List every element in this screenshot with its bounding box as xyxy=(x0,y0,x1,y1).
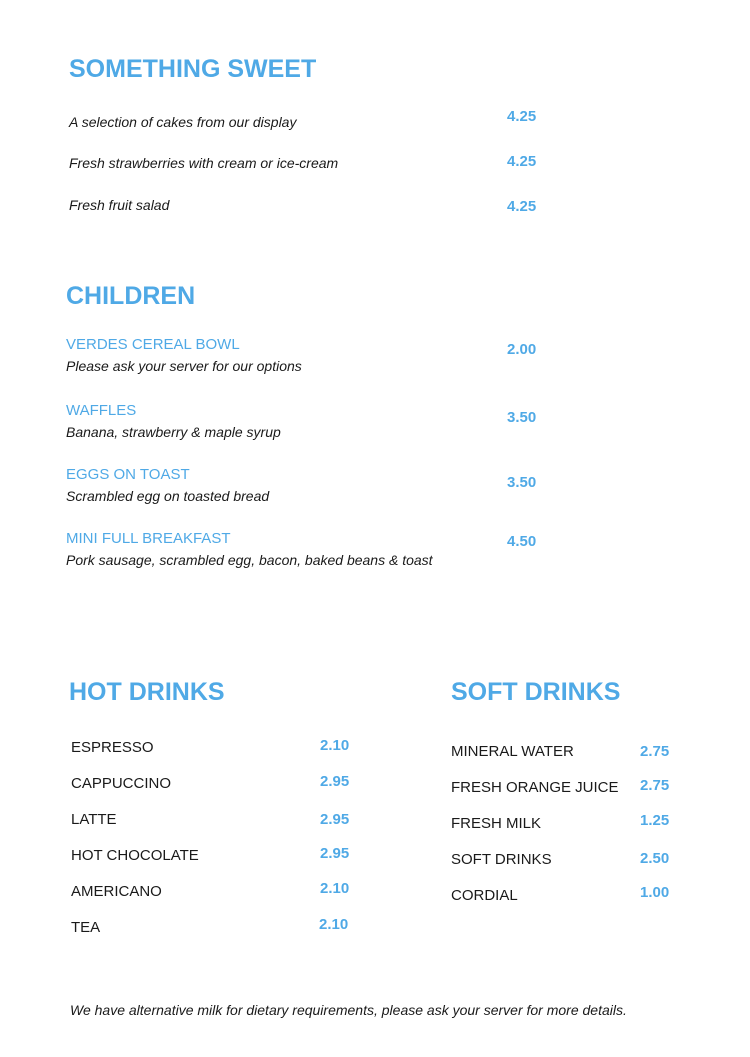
soft-drink-price: 2.50 xyxy=(640,850,670,867)
hot-drink-name: ESPRESSO xyxy=(71,739,154,756)
children-item-name: MINI FULL BREAKFAST xyxy=(66,530,231,547)
soft-drink-price: 1.25 xyxy=(640,812,670,829)
sweet-item-description: Fresh fruit salad xyxy=(69,197,170,213)
soft-drink-name: FRESH MILK xyxy=(451,815,542,832)
hot-drink-price: 2.10 xyxy=(320,737,350,754)
hot-drink-name: TEA xyxy=(71,919,101,936)
soft-drink-name: CORDIAL xyxy=(451,887,518,904)
something-sweet-heading: SOMETHING SWEET xyxy=(69,55,317,83)
children-item-price: 3.50 xyxy=(507,474,537,491)
children-item-description: Please ask your server for our options xyxy=(66,358,302,374)
children-item-name: VERDES CEREAL BOWL xyxy=(66,336,240,353)
soft-drink-price: 2.75 xyxy=(640,777,670,794)
hot-drink-price: 2.10 xyxy=(319,916,349,933)
sweet-item-description: Fresh strawberries with cream or ice-cream xyxy=(69,155,339,171)
dietary-note: We have alternative milk for dietary requirements, please ask your server for more details. xyxy=(70,1002,627,1018)
hot-drink-name: AMERICANO xyxy=(71,883,162,900)
children-item-description: Pork sausage, scrambled egg, bacon, baked beans & toast xyxy=(66,552,433,568)
soft-drink-name: FRESH ORANGE JUICE xyxy=(451,779,619,796)
hot-drink-price: 2.95 xyxy=(320,773,350,790)
sweet-item-price: 4.25 xyxy=(507,108,537,125)
sweet-item-description: A selection of cakes from our display xyxy=(69,114,297,130)
hot-drink-name: CAPPUCCINO xyxy=(71,775,172,792)
soft-drink-price: 1.00 xyxy=(640,884,670,901)
sweet-item-price: 4.25 xyxy=(507,153,537,170)
sweet-item-price: 4.25 xyxy=(507,198,537,215)
children-item-description: Banana, strawberry & maple syrup xyxy=(66,424,281,440)
hot-drink-name: HOT CHOCOLATE xyxy=(71,847,199,864)
hot-drink-price: 2.95 xyxy=(320,845,350,862)
children-item-name: EGGS ON TOAST xyxy=(66,466,190,483)
children-item-description: Scrambled egg on toasted bread xyxy=(66,488,270,504)
children-item-price: 3.50 xyxy=(507,409,537,426)
soft-drinks-heading: SOFT DRINKS xyxy=(451,678,621,706)
children-item-price: 2.00 xyxy=(507,341,537,358)
soft-drink-name: MINERAL WATER xyxy=(451,743,574,760)
hot-drink-name: LATTE xyxy=(71,811,117,828)
hot-drink-price: 2.10 xyxy=(320,880,350,897)
hot-drinks-heading: HOT DRINKS xyxy=(69,678,225,706)
children-heading: CHILDREN xyxy=(66,282,196,310)
soft-drink-name: SOFT DRINKS xyxy=(451,851,552,868)
children-item-price: 4.50 xyxy=(507,533,537,550)
soft-drink-price: 2.75 xyxy=(640,743,670,760)
children-item-name: WAFFLES xyxy=(66,402,137,419)
hot-drink-price: 2.95 xyxy=(320,811,350,828)
